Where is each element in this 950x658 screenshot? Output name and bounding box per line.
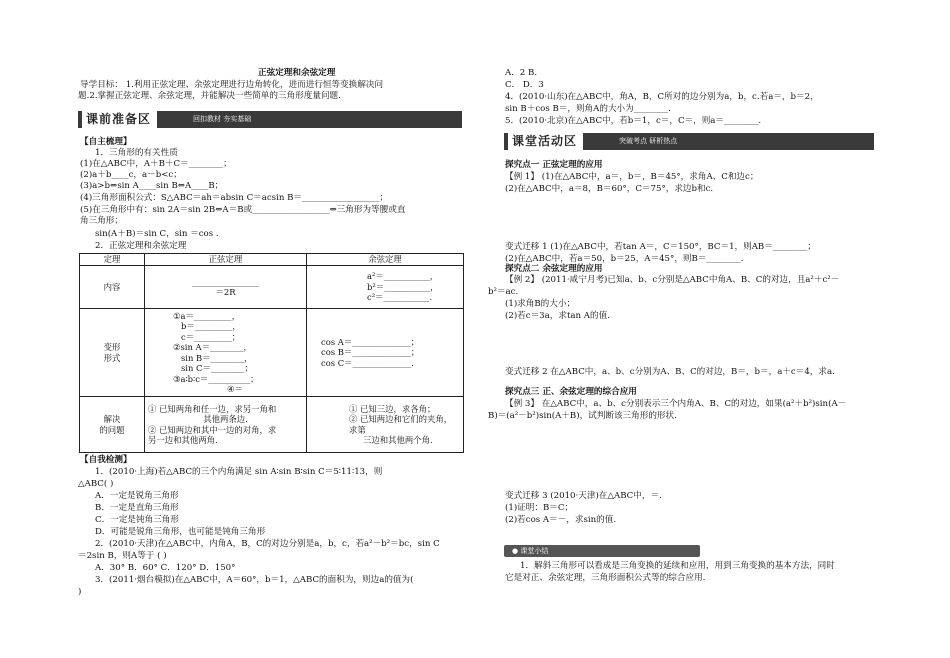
- option-line: C． D．3: [505, 80, 544, 90]
- example-line: (1)求角B的大小；: [505, 299, 576, 309]
- table-text: ② 已知两边和它们的夹角，求第: [349, 414, 453, 435]
- table-text: 三边和其他两个角.: [363, 435, 433, 445]
- table-text: ① 已知两角和任一边，求另一角和: [148, 403, 277, 414]
- exercise-line: (2)若cos A＝－，求sin的值.: [505, 515, 617, 525]
- question-line: 2．(2010·天津)在△ABC中，内角A，B，C的对边分别是a，b，c，若a²－b²＝bc，sin C: [95, 539, 440, 549]
- table-cell: [307, 266, 464, 309]
- example-line: 【例 1】 (1)在△ABC中，a＝，b＝，B＝45°，求角A、C和边c；: [505, 172, 759, 182]
- option-line: B．一定是直角三角形: [95, 503, 179, 513]
- table-text: 变形: [103, 342, 121, 352]
- example-line: (2)若c＝3a，求tan A的值.: [505, 311, 610, 321]
- table-text: b＝_________，: [181, 321, 241, 331]
- table-text: c²＝___________.: [367, 292, 433, 303]
- text-line: sin(A＋B)＝sin C，sin ＝cos .: [95, 229, 219, 239]
- question-line: 5．(2010·北京)在△ABC中，若b＝1，c＝，C＝，则a＝________.: [505, 116, 762, 126]
- table-cell: [80, 397, 145, 453]
- banner-in-class-title: 课堂活动区: [508, 133, 583, 150]
- fraction-line: ________________: [192, 276, 259, 287]
- theorem-table: [79, 253, 464, 453]
- goal-line-2: 题.2.掌握正弦定理、余弦定理，并能解决一些简单的三角形度量问题.: [78, 91, 341, 101]
- question-line: △ABC( ): [78, 479, 114, 489]
- table-cell: [145, 397, 307, 453]
- table-text: 另一边和其他两角.: [148, 435, 218, 445]
- banner-pre-class: [78, 111, 462, 128]
- heading-self-test: 【自我检测】: [80, 455, 132, 465]
- question-line: 1．(2010·上海)若△ABC的三个内角满足 sin A∶sin B∶sin C＝5∶11∶13，则: [95, 467, 383, 477]
- text-line: (3)a>b⇔sin A____sin B⇔A____B；: [80, 181, 224, 191]
- table-cell: [307, 397, 464, 453]
- table-text: ③a∶b∶c＝__________；: [173, 373, 259, 384]
- table-text: 形式: [103, 352, 121, 363]
- table-header: 定理: [80, 254, 145, 266]
- question-line: sin B＋cos B＝，则角A的大小为________.: [505, 104, 671, 114]
- option-line: A．30° B．60° C．120° D．150°: [95, 563, 236, 573]
- banner-in-class: [504, 133, 874, 150]
- page-title: 正弦定理和余弦定理: [258, 68, 336, 78]
- table-text: sin C＝________；: [181, 363, 253, 373]
- table-cell: [80, 309, 145, 397]
- example-line: (2)在△ABC中，a＝8，B＝60°，C＝75°，求边b和c.: [505, 184, 714, 194]
- table-text: cos A＝______________；: [321, 336, 420, 347]
- exercise-line: 变式迁移 1 (1)在△ABC中，若tan A＝，C＝150°，BC＝1，则AB＝________；: [505, 242, 816, 252]
- exercise-line: 变式迁移 2 在△ABC中，a、b、c分别为A、B、C的对边，B＝，b＝，a＋c＝4，求a.: [505, 367, 835, 377]
- table-cell: 内容: [80, 266, 145, 309]
- table-text: ①a＝_________，: [173, 310, 240, 321]
- table-text: cos C＝______________.: [321, 357, 414, 368]
- table-cell: [307, 309, 464, 397]
- text-line: (4)三角形面积公式：S△ABC＝ah＝absin C＝acsin B＝__________________；: [80, 193, 388, 203]
- text-line: (5)在三角形中有：sin 2A＝sin 2B⇔A＝B或__________________⇔三角形为等腰或直: [80, 205, 406, 215]
- section-heading: 探究点三 正、余弦定理的综合应用: [505, 387, 637, 397]
- table-text: ②sin A＝________，: [173, 342, 252, 352]
- question-line: ): [78, 587, 82, 597]
- summary-banner: [504, 545, 700, 557]
- table-header: 正弦定理: [145, 254, 307, 266]
- table-text: 其他两条边.: [203, 414, 248, 424]
- exercise-line: (1)证明：B＝C；: [505, 503, 574, 513]
- text-line: (1)在△ABC中，A＋B＋C＝________；: [80, 159, 232, 169]
- table-header: 余弦定理: [307, 254, 464, 266]
- text-line: 角三角形；: [80, 216, 123, 226]
- summary-line: 1．解斜三角形可以看成是三角变换的延续和应用，用到三角变换的基本方法，同时: [520, 561, 835, 571]
- table-text: b²＝___________，: [367, 281, 439, 292]
- text-line: 2．正弦定理和余弦定理: [95, 241, 187, 251]
- question-line: ＝2sin B，则A等于 ( ): [78, 551, 167, 561]
- text-line: (2)a＋b____c，a－b<c；: [80, 170, 182, 180]
- summary-label: ● 课堂小结: [512, 547, 549, 555]
- table-text: ＝2R: [215, 287, 236, 297]
- example-line: 【例 2】 (2011·咸宁月考)已知a、b、c分别是△ABC中角A、B、C的对边，且a²＋c²－: [505, 275, 840, 285]
- section-heading: 探究点二 余弦定理的应用: [505, 264, 603, 274]
- option-line: C．一定是钝角三角形: [95, 515, 179, 525]
- section-heading: 探究点一 正弦定理的应用: [505, 160, 603, 170]
- exercise-line: 变式迁移 3 (2010·天津)在△ABC中，＝.: [505, 491, 662, 501]
- question-line: 3．(2011·烟台模拟)在△ABC中，A＝60°，b＝1，△ABC的面积为，则边a的值为(: [95, 575, 414, 585]
- table-text: ④＝: [227, 384, 243, 394]
- summary-line: 它是对正、余弦定理，三角形面积公式等的综合应用.: [505, 573, 706, 583]
- table-text: a²＝___________，: [367, 271, 439, 282]
- table-text: cos B＝______________；: [321, 347, 420, 358]
- text-line: 1．三角形的有关性质: [95, 148, 178, 158]
- table-text: c＝_________；: [181, 331, 241, 342]
- example-line: B)＝(a²－b²)sin(A＋B)，试判断该三角形的形状.: [488, 411, 677, 421]
- goal-line-1: 导学目标： 1.利用正弦定理、余弦定理进行边角转化，进而进行恒等变换解决问: [80, 80, 384, 90]
- option-line: D．可能是锐角三角形，也可能是钝角三角形: [95, 527, 266, 537]
- option-line: A．2 B．: [505, 68, 543, 78]
- table-text: ② 已知两边和其中一边的对角，求: [148, 424, 277, 435]
- banner-in-class-sub: 突破考点 研析热点: [619, 137, 678, 145]
- table-text: 解决: [103, 414, 121, 424]
- table-text: sin B＝________，: [181, 352, 253, 363]
- banner-pre-class-sub: 回扣教材 夯实基础: [193, 115, 252, 123]
- table-text: ① 已知三边，求各角；: [349, 403, 436, 414]
- example-line: 【例 3】 在△ABC中，a、b、c分别表示三个内角A、B、C的对边，如果(a²＋b²)sin(A－: [505, 399, 847, 409]
- banner-pre-class-title: 课前准备区: [82, 111, 157, 128]
- option-line: A．一定是锐角三角形: [95, 491, 179, 501]
- question-line: 4．(2010·山东)在△ABC中，角A，B，C所对的边分别为a，b，c.若a＝，b＝2，: [505, 92, 819, 102]
- table-text: 的问题: [99, 424, 125, 435]
- table-cell: [145, 309, 307, 397]
- example-line: b²＝ac.: [488, 287, 519, 297]
- table-cell: [145, 266, 307, 309]
- heading-self-review: 【自主梳理】: [80, 137, 132, 147]
- exercise-line: (2)在△ABC中，若a＝50，b＝25，A＝45°，则B＝________.: [505, 254, 744, 264]
